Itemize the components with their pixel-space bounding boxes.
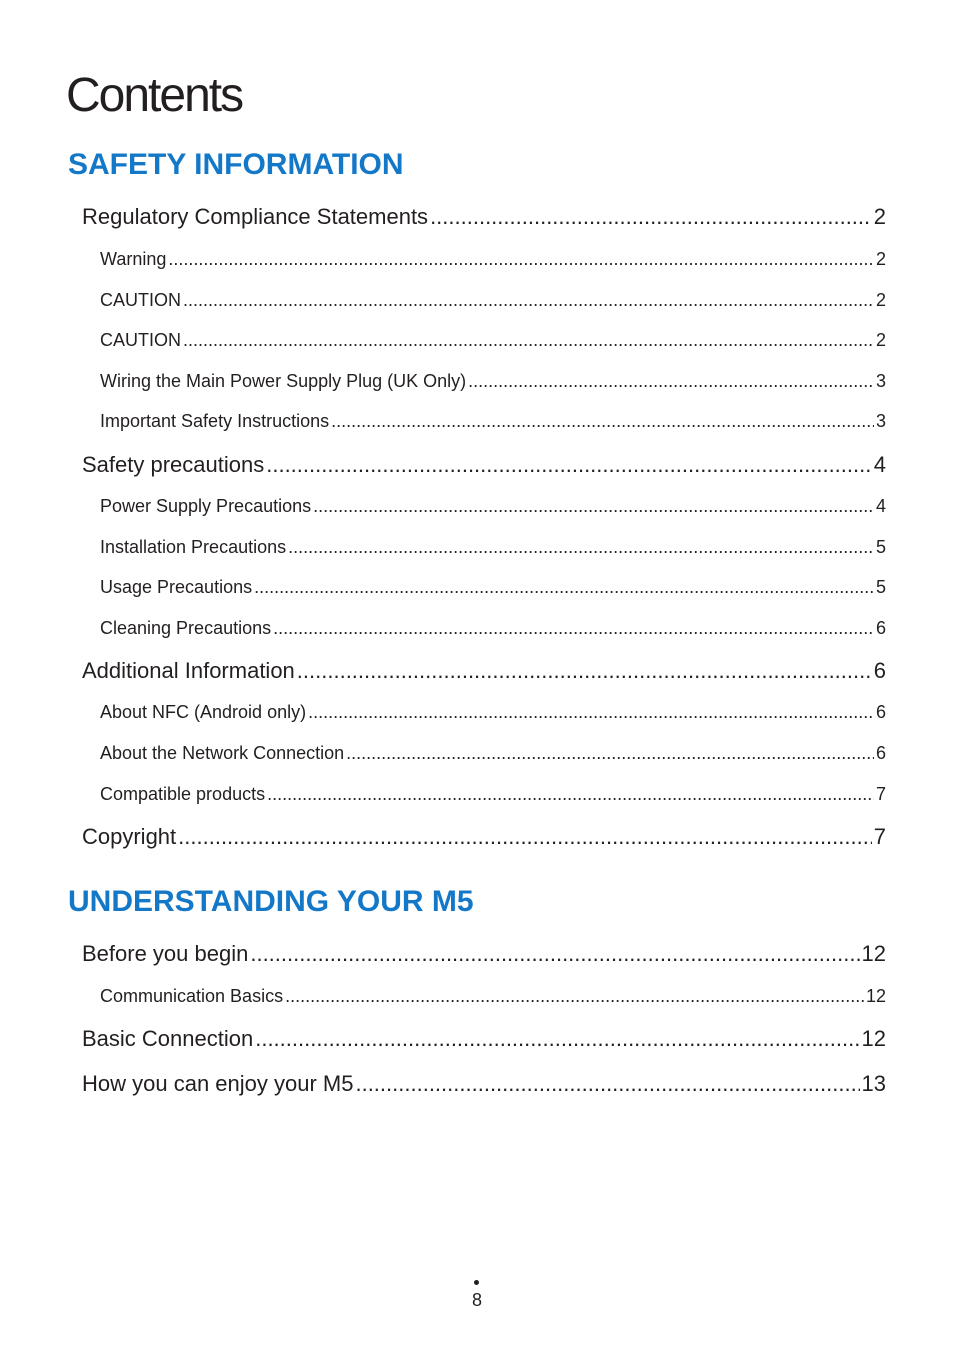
toc-entry[interactable] bbox=[82, 204, 886, 234]
toc-entry-page: 2 bbox=[873, 204, 886, 229]
toc-leader-dots bbox=[313, 496, 874, 517]
page-number: 8 bbox=[471, 1290, 482, 1310]
toc-entry-label: Power Supply Precautions bbox=[100, 496, 312, 516]
toc-entry-page: 12 bbox=[861, 1026, 886, 1051]
toc-entry[interactable] bbox=[100, 249, 886, 275]
toc-entry-label: Compatible products bbox=[100, 784, 266, 804]
toc-entry[interactable] bbox=[82, 1026, 886, 1056]
toc-entry-page: 13 bbox=[861, 1071, 886, 1096]
toc-entry-page: 6 bbox=[875, 702, 886, 722]
toc-entry-label: Warning bbox=[100, 249, 167, 269]
toc-leader-dots bbox=[273, 618, 874, 639]
toc-entry[interactable] bbox=[100, 618, 886, 644]
toc-entry-label: Before you begin bbox=[82, 941, 249, 966]
toc-entry-page: 5 bbox=[875, 577, 886, 597]
toc-leader-dots bbox=[267, 784, 874, 805]
toc-entry-label: About NFC (Android only) bbox=[100, 702, 307, 722]
toc-leader-dots bbox=[183, 290, 874, 311]
toc-leader-dots bbox=[297, 658, 872, 684]
toc-leader-dots bbox=[285, 986, 864, 1007]
toc-entry[interactable] bbox=[82, 941, 886, 971]
toc-entry-label: Safety precautions bbox=[82, 452, 265, 477]
toc-entry-label: CAUTION bbox=[100, 330, 181, 350]
toc-entry[interactable] bbox=[100, 784, 886, 810]
toc-leader-dots bbox=[266, 452, 872, 478]
toc-leader-dots bbox=[430, 204, 872, 230]
toc-leader-dots bbox=[288, 537, 874, 558]
section-heading-safety-information: SAFETY INFORMATION bbox=[68, 148, 404, 181]
toc-leader-dots bbox=[183, 330, 874, 351]
toc-entry-label: Installation Precautions bbox=[100, 537, 287, 557]
toc-leader-dots bbox=[355, 1071, 859, 1097]
toc-entry[interactable] bbox=[82, 824, 886, 854]
toc-entry[interactable] bbox=[100, 986, 886, 1012]
toc-entry-page: 4 bbox=[875, 496, 886, 516]
toc-entry[interactable] bbox=[100, 743, 886, 769]
toc-entry-label: Important Safety Instructions bbox=[100, 411, 330, 431]
toc-entry[interactable] bbox=[100, 702, 886, 728]
toc-entry[interactable] bbox=[100, 371, 886, 397]
toc-entry[interactable] bbox=[82, 1071, 886, 1101]
toc-entry[interactable] bbox=[100, 577, 886, 603]
page-bullet-icon bbox=[474, 1280, 479, 1285]
toc-entry-label: Communication Basics bbox=[100, 986, 284, 1006]
toc-entry-page: 7 bbox=[873, 824, 886, 849]
toc-entry-page: 3 bbox=[875, 371, 886, 391]
toc-entry-label: About the Network Connection bbox=[100, 743, 345, 763]
page-title: Contents bbox=[66, 69, 243, 122]
toc-entry-label: How you can enjoy your M5 bbox=[82, 1071, 354, 1096]
toc-entry-page: 4 bbox=[873, 452, 886, 477]
toc-entry[interactable] bbox=[100, 496, 886, 522]
toc-entry-label: Basic Connection bbox=[82, 1026, 254, 1051]
toc-leader-dots bbox=[308, 702, 874, 723]
toc-leader-dots bbox=[346, 743, 874, 764]
toc-entry[interactable] bbox=[100, 330, 886, 356]
toc-leader-dots bbox=[250, 941, 859, 967]
toc-entry-label: Additional Information bbox=[82, 658, 295, 683]
toc-entry-page: 2 bbox=[875, 330, 886, 350]
toc-entry-page: 7 bbox=[875, 784, 886, 804]
toc-leader-dots bbox=[254, 577, 874, 598]
toc-entry[interactable] bbox=[82, 658, 886, 688]
toc-entry-label: Regulatory Compliance Statements bbox=[82, 204, 429, 229]
toc-entry-page: 6 bbox=[873, 658, 886, 683]
toc-entry-page: 5 bbox=[875, 537, 886, 557]
section-heading-understanding-your-m5: UNDERSTANDING YOUR M5 bbox=[68, 885, 474, 918]
toc-entry[interactable] bbox=[100, 290, 886, 316]
toc-leader-dots bbox=[255, 1026, 859, 1052]
toc-entry[interactable] bbox=[100, 537, 886, 563]
toc-entry-page: 6 bbox=[875, 743, 886, 763]
toc-entry-label: Cleaning Precautions bbox=[100, 618, 272, 638]
toc-entry-page: 12 bbox=[865, 986, 886, 1006]
toc-leader-dots bbox=[468, 371, 874, 392]
toc-leader-dots bbox=[331, 411, 874, 432]
toc-entry-page: 2 bbox=[875, 290, 886, 310]
toc-leader-dots bbox=[168, 249, 874, 270]
toc-entry[interactable] bbox=[100, 411, 886, 437]
toc-entry-label: Copyright bbox=[82, 824, 177, 849]
toc-entry-label: CAUTION bbox=[100, 290, 181, 310]
toc-entry-page: 2 bbox=[875, 249, 886, 269]
toc-entry-page: 12 bbox=[861, 941, 886, 966]
toc-entry-label: Usage Precautions bbox=[100, 577, 253, 597]
toc-entry-page: 6 bbox=[875, 618, 886, 638]
toc-entry[interactable] bbox=[82, 452, 886, 482]
toc-leader-dots bbox=[178, 824, 872, 850]
toc-entry-label: Wiring the Main Power Supply Plug (UK Only) bbox=[100, 371, 467, 391]
toc-entry-page: 3 bbox=[875, 411, 886, 431]
